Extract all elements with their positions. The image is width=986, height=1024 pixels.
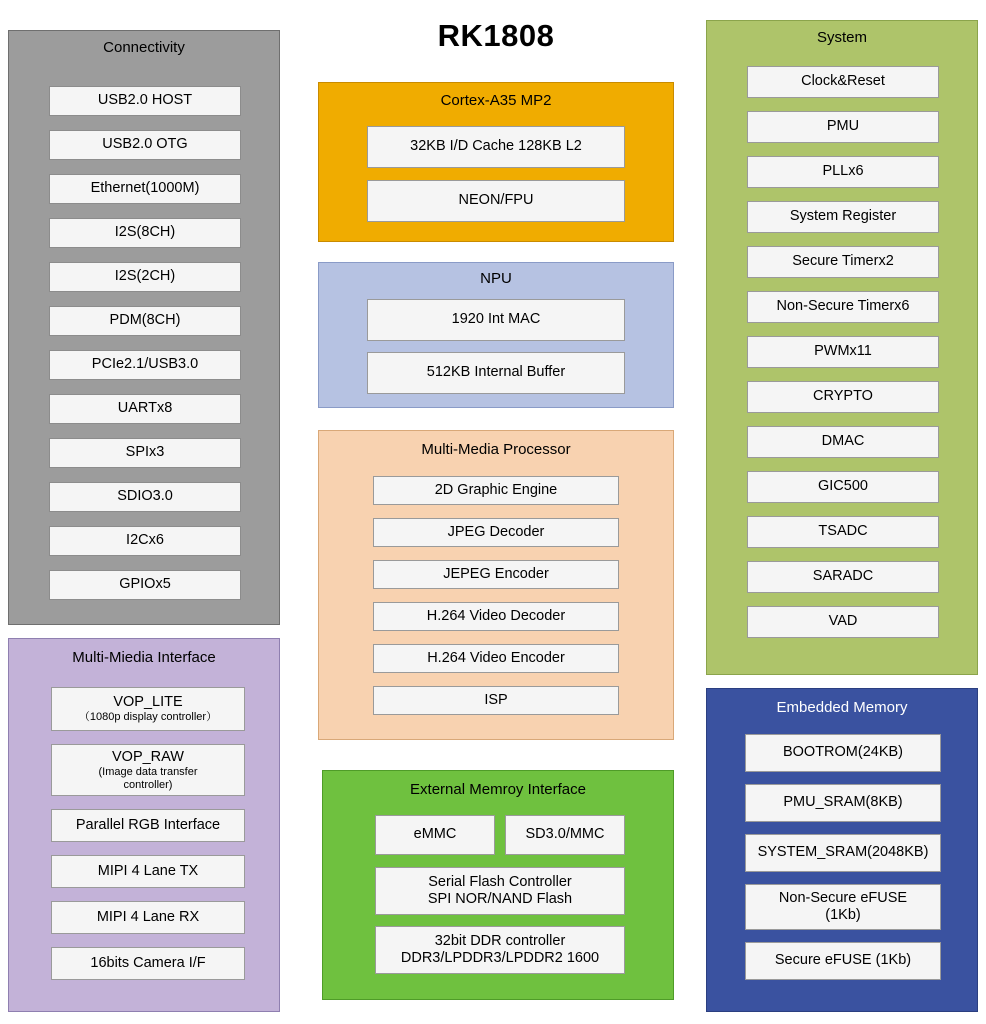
connectivity-block	[8, 30, 280, 625]
list-item[interactable]: PWMx11	[747, 336, 939, 368]
list-item[interactable]: USB2.0 HOST	[49, 86, 241, 116]
list-item-line2: (1Kb)	[825, 907, 861, 923]
list-item-line3: controller)	[123, 778, 173, 791]
list-item[interactable]: SARADC	[747, 561, 939, 593]
list-item[interactable]: SDIO3.0	[49, 482, 241, 512]
multimedia-interface-items	[51, 687, 245, 993]
cortex-title: Cortex-A35 MP2	[440, 92, 552, 109]
list-item[interactable]: 2D Graphic Engine	[373, 476, 619, 505]
list-item-line2: (Image data transfer	[98, 766, 198, 779]
list-item[interactable]: PMU_SRAM(8KB)	[745, 784, 941, 822]
list-item[interactable]: Non-Secure Timerx6	[747, 291, 939, 323]
external-memory-block	[322, 770, 674, 1000]
list-item[interactable]: JPEG Decoder	[373, 518, 619, 547]
list-item[interactable]: H.264 Video Decoder	[373, 602, 619, 631]
list-item[interactable]: I2S(2CH)	[49, 262, 241, 292]
cortex-block	[318, 82, 674, 242]
list-item[interactable]: 1920 Int MAC	[367, 299, 625, 341]
list-item[interactable]: TSADC	[747, 516, 939, 548]
list-item[interactable]	[745, 884, 941, 930]
list-item[interactable]: Parallel RGB Interface	[51, 809, 245, 842]
external-memory-title: External Memroy Interface	[410, 781, 586, 798]
page-title: RK1808	[437, 18, 555, 53]
list-item[interactable]: PLLx6	[747, 156, 939, 188]
connectivity-title: Connectivity	[103, 39, 185, 56]
list-item[interactable]: MIPI 4 Lane TX	[51, 855, 245, 888]
list-item-line1: Serial Flash Controller	[428, 873, 572, 890]
list-item[interactable]: BOOTROM(24KB)	[745, 734, 941, 772]
npu-title: NPU	[480, 270, 512, 287]
list-item[interactable]: NEON/FPU	[367, 180, 625, 222]
list-item-line1: VOP_RAW	[112, 748, 184, 765]
system-items	[747, 66, 939, 651]
list-item[interactable]: GPIOx5	[49, 570, 241, 600]
list-item-line2: SPI NOR/NAND Flash	[427, 891, 573, 907]
list-item[interactable]: 16bits Camera I/F	[51, 947, 245, 980]
list-item[interactable]: Ethernet(1000M)	[49, 174, 241, 204]
list-item[interactable]: SPIx3	[49, 438, 241, 468]
list-item[interactable]: H.264 Video Encoder	[373, 644, 619, 673]
list-item[interactable]: SD3.0/MMC	[505, 815, 625, 855]
external-memory-row	[375, 815, 625, 855]
list-item-line1: VOP_LITE	[113, 693, 183, 710]
list-item[interactable]	[51, 687, 245, 731]
list-item-line1: Non-Secure eFUSE	[778, 889, 908, 906]
multimedia-processor-title: Multi-Media Processor	[421, 441, 571, 458]
list-item[interactable]	[375, 867, 625, 915]
list-item[interactable]: MIPI 4 Lane RX	[51, 901, 245, 934]
list-item[interactable]: I2Cx6	[49, 526, 241, 556]
embedded-memory-title: Embedded Memory	[776, 699, 908, 716]
list-item[interactable]: SYSTEM_SRAM(2048KB)	[745, 834, 941, 872]
list-item[interactable]: ISP	[373, 686, 619, 715]
list-item[interactable]: System Register	[747, 201, 939, 233]
list-item[interactable]: I2S(8CH)	[49, 218, 241, 248]
list-item[interactable]: 512KB Internal Buffer	[367, 352, 625, 394]
list-item[interactable]: Secure Timerx2	[747, 246, 939, 278]
list-item[interactable]	[51, 744, 245, 796]
system-block	[706, 20, 978, 675]
npu-items	[367, 299, 625, 405]
list-item[interactable]: DMAC	[747, 426, 939, 458]
multimedia-interface-block	[8, 638, 280, 1012]
list-item[interactable]: Secure eFUSE (1Kb)	[745, 942, 941, 980]
multimedia-interface-title: Multi-Miedia Interface	[72, 649, 216, 666]
list-item[interactable]: Clock&Reset	[747, 66, 939, 98]
list-item[interactable]: CRYPTO	[747, 381, 939, 413]
embedded-memory-block	[706, 688, 978, 1012]
list-item-line2: （1080p display controller）	[78, 711, 218, 724]
system-title: System	[816, 29, 867, 46]
cortex-items	[367, 126, 625, 234]
list-item[interactable]: PCIe2.1/USB3.0	[49, 350, 241, 380]
npu-block	[318, 262, 674, 408]
list-item[interactable]: eMMC	[375, 815, 495, 855]
list-item-line2: DDR3/LPDDR3/LPDDR2 1600	[400, 950, 600, 966]
list-item[interactable]: USB2.0 OTG	[49, 130, 241, 160]
multimedia-processor-items	[373, 476, 619, 728]
list-item-line1: 32bit DDR controller	[434, 932, 566, 949]
list-item[interactable]: PMU	[747, 111, 939, 143]
list-item[interactable]	[375, 926, 625, 974]
list-item[interactable]: UARTx8	[49, 394, 241, 424]
list-item[interactable]: 32KB I/D Cache 128KB L2	[367, 126, 625, 168]
list-item[interactable]: PDM(8CH)	[49, 306, 241, 336]
list-item[interactable]: JEPEG Encoder	[373, 560, 619, 589]
multimedia-processor-block	[318, 430, 674, 740]
connectivity-items	[49, 86, 241, 614]
embedded-memory-items	[745, 734, 941, 992]
list-item[interactable]: GIC500	[747, 471, 939, 503]
list-item[interactable]: VAD	[747, 606, 939, 638]
